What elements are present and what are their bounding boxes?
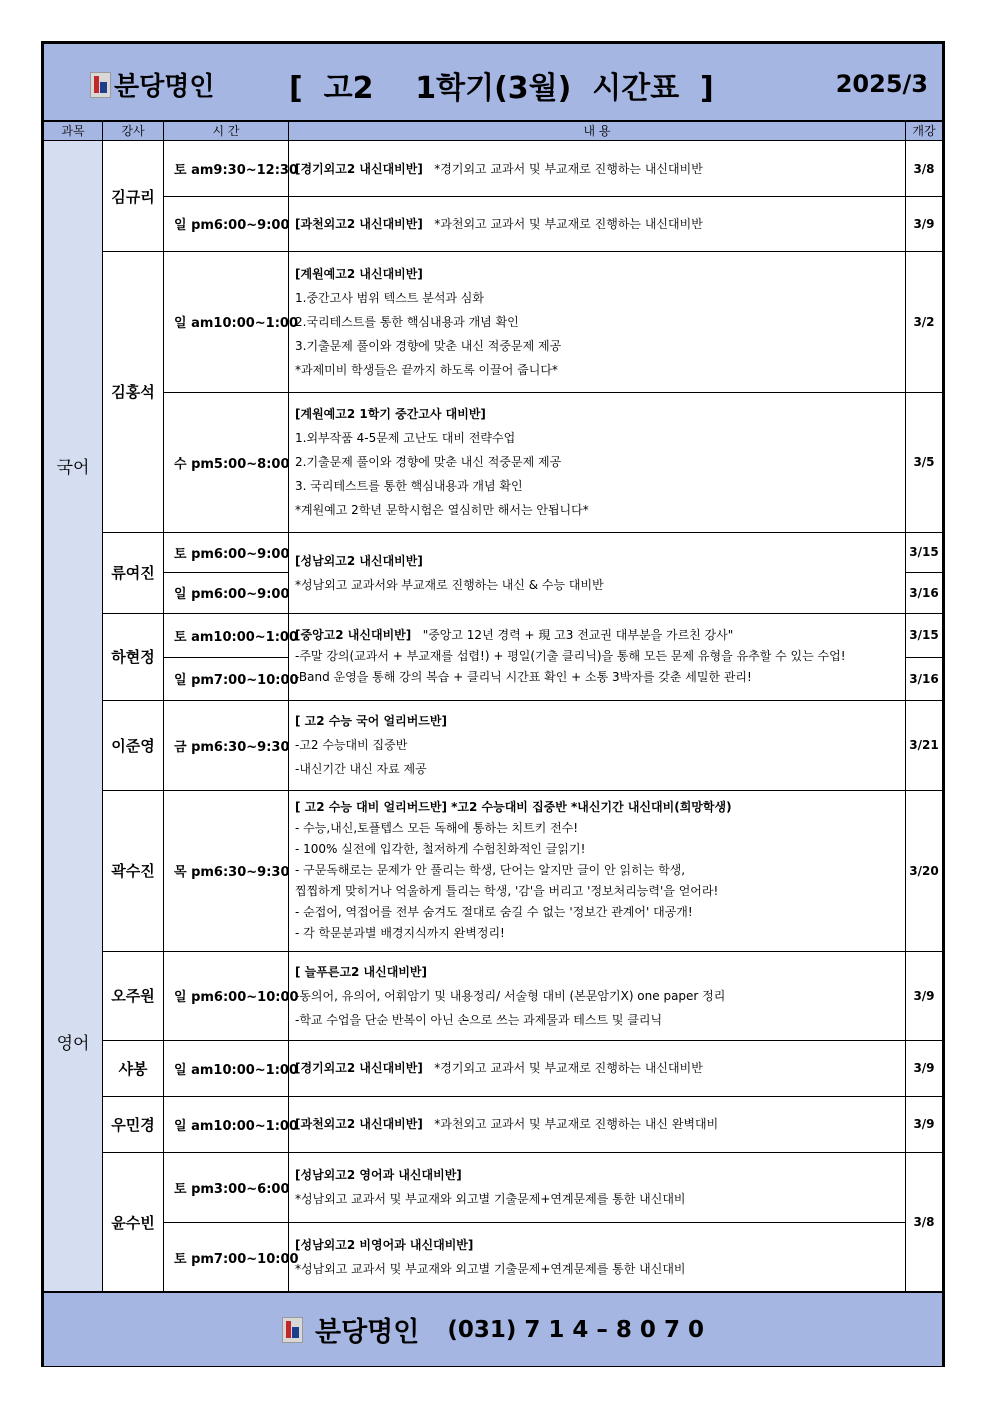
class-title: [계원예고2 내신대비반] <box>295 266 423 281</box>
class-description: - 각 학문분과별 배경지식까지 완벽정리! <box>295 926 505 940</box>
class-description: - 수능,내신,토플텝스 모든 독해에 통하는 치트키 전수! <box>295 821 579 835</box>
start-date: 3/8 <box>913 161 935 176</box>
brand-logo-icon <box>90 72 111 98</box>
footer-phone: (031) 7 1 4 – 8 0 7 0 <box>447 1316 704 1343</box>
timetable-sheet <box>41 41 945 1367</box>
start-date: 3/21 <box>909 738 939 752</box>
class-title: [계원예고2 1학기 중간고사 대비반] <box>295 407 486 421</box>
start-date: 3/16 <box>909 585 939 600</box>
class-content <box>289 532 906 613</box>
class-description: *경기외고 교과서 및 부교재로 진행하는 내신대비반 <box>434 1061 703 1075</box>
class-description: 1.중간고사 범위 텍스트 분석과 심화 <box>295 290 484 305</box>
class-title: [중앙고2 내신대비반] <box>295 628 412 642</box>
teacher-name: 하현정 <box>103 613 164 700</box>
start-date: 3/2 <box>913 314 935 329</box>
teacher-name: 김홍석 <box>103 251 164 532</box>
start-date: 3/15 <box>909 545 939 559</box>
class-description: -내신기간 내신 자료 제공 <box>295 762 427 776</box>
header-bar <box>44 44 942 122</box>
teacher-name: 이준영 <box>103 700 164 790</box>
class-description: *경기외고 교과서 및 부교재로 진행하는 내신대비반 <box>434 161 703 176</box>
content-line <box>295 334 561 358</box>
start-date: 3/9 <box>913 216 935 231</box>
class-description: 2.국리테스트를 통한 핵심내용과 개념 확인 <box>295 314 519 329</box>
content-line <box>295 1187 686 1211</box>
content-line <box>295 733 447 757</box>
content-line <box>295 839 732 860</box>
class-title: [성남외고2 비영어과 내신대비반] <box>295 1238 474 1252</box>
content-line <box>295 1112 718 1136</box>
content-line <box>295 1008 725 1032</box>
class-description: - 순접어, 역접어를 전부 숨겨도 절대로 숨길 수 없는 '정보간 관계어' 대공개! <box>295 905 693 919</box>
class-description: 2.기출문제 풀이와 경향에 맞춘 내신 적중문제 제공 <box>295 455 562 469</box>
col-time: 시 간 <box>164 122 289 140</box>
column-header-row <box>44 122 942 141</box>
class-content <box>289 141 906 196</box>
class-time: 수 pm5:00~8:00 <box>164 392 289 532</box>
class-description: *과천외고 교과서 및 부교재로 진행하는 내신 완벽대비 <box>434 1117 719 1131</box>
class-description: 3.기출문제 풀이와 경향에 맞춘 내신 적중문제 제공 <box>295 338 562 353</box>
brand <box>90 66 214 103</box>
class-time: 일 am10:00~1:00 <box>164 251 289 392</box>
class-content <box>289 392 906 532</box>
class-content <box>289 196 906 251</box>
content-line <box>295 757 447 781</box>
content-line <box>295 426 589 450</box>
brand-name: 분당명인 <box>114 72 215 102</box>
class-description: - 100% 실전에 입각한, 철저하게 수험친화적인 글읽기! <box>295 842 586 856</box>
content-line <box>295 262 561 286</box>
class-description: - 구문독해로는 문제가 안 풀리는 학생, 단어는 알지만 글이 안 읽히는 학생, <box>295 863 686 877</box>
teacher-name: 샤봉 <box>103 1040 164 1096</box>
content-line <box>295 212 703 236</box>
start-date: 3/20 <box>909 863 939 878</box>
class-title: [ 고2 수능 국어 얼리버드반] <box>295 714 447 728</box>
class-content <box>289 951 906 1040</box>
content-line <box>295 157 703 181</box>
content-line <box>295 286 561 310</box>
content-line <box>295 1257 686 1281</box>
class-title: [ 고2 수능 대비 얼리버드반] *고2 수능대비 집중반 *내신기간 내신대비(희망학생) <box>295 800 732 814</box>
class-description: *과제미비 학생들은 끝까지 하도록 이끌어 줍니다* <box>295 362 558 377</box>
content-line <box>295 358 561 382</box>
content-line <box>295 1233 686 1257</box>
start-date: 3/9 <box>913 1117 935 1131</box>
class-description: *성남외고 교과서와 부교재로 진행하는 내신 & 수능 대비반 <box>295 577 604 592</box>
content-line <box>295 797 732 818</box>
content-line <box>295 667 846 688</box>
class-time: 일 am10:00~1:00 <box>164 1096 289 1152</box>
content-line <box>295 818 732 839</box>
class-title: [과천외고2 내신대비반] <box>295 216 423 231</box>
class-time: 일 pm6:00~9:00 <box>164 572 289 613</box>
start-date: 3/9 <box>913 988 935 1003</box>
class-description: 1.외부작품 4-5문제 고난도 대비 전략수업 <box>295 431 516 445</box>
class-description: 3. 국리테스트를 통한 핵심내용과 개념 확인 <box>295 479 523 493</box>
class-title: [ 늘푸른고2 내신대비반] <box>295 964 428 979</box>
class-time: 일 pm6:00~9:00 <box>164 196 289 251</box>
class-content <box>289 1096 906 1152</box>
class-content <box>289 790 906 951</box>
content-line <box>295 310 561 334</box>
class-time: 목 pm6:30~9:30 <box>164 790 289 951</box>
content-line <box>295 474 589 498</box>
col-teacher: 강사 <box>103 122 164 140</box>
footer-bar <box>44 1291 942 1366</box>
col-subject: 과목 <box>44 122 103 140</box>
teacher-name: 류여진 <box>103 532 164 613</box>
content-line <box>295 860 732 881</box>
class-time: 일 am10:00~1:00 <box>164 1040 289 1096</box>
page-title: [ 고2 1학기(3월) 시간표 ] <box>289 71 714 106</box>
class-content <box>289 700 906 790</box>
start-date: 3/15 <box>909 628 939 642</box>
content-line <box>295 1056 703 1080</box>
content-line <box>295 1163 686 1187</box>
col-content: 내 용 <box>289 122 906 140</box>
class-content <box>289 1222 906 1292</box>
class-time: 일 pm7:00~10:00 <box>164 657 289 700</box>
content-line <box>295 549 604 573</box>
col-open: 개강 <box>912 124 936 138</box>
class-title: [성남외고2 영어과 내신대비반] <box>295 1168 462 1182</box>
teacher-name: 김규리 <box>103 141 164 251</box>
start-date: 3/9 <box>913 1061 935 1075</box>
start-date: 3/16 <box>909 671 939 686</box>
class-time: 토 am10:00~1:00 <box>164 613 289 657</box>
class-description: *계원예고 2학년 문학시험은 열심히만 해서는 안됩니다* <box>295 503 589 517</box>
class-description: *과천외고 교과서 및 부교재로 진행하는 내신대비반 <box>434 216 703 231</box>
footer-brand: 분당명인 <box>315 1317 420 1348</box>
class-content <box>289 613 906 700</box>
content-line <box>295 923 732 944</box>
class-description: *성남외고 교과서 및 부교재와 외고별 기출문제+연계문제를 통한 내신대비 <box>295 1192 686 1206</box>
class-title: [과천외고2 내신대비반] <box>295 1117 423 1131</box>
class-time: 금 pm6:30~9:30 <box>164 700 289 790</box>
class-description: -고2 수능대비 집중반 <box>295 738 408 752</box>
class-title: [경기외고2 내신대비반] <box>295 161 423 176</box>
content-line <box>295 402 589 426</box>
content-line <box>295 709 447 733</box>
class-title: [성남외고2 내신대비반] <box>295 553 423 568</box>
class-content <box>289 251 906 392</box>
class-description: "중앙고 12년 경력 + 現 고3 전교권 대부분을 가르친 강사" <box>422 628 734 642</box>
class-description: -Band 운영을 통해 강의 복습 + 클리닉 시간표 확인 + 소통 3박자를 갖춘 세밀한 관리! <box>295 670 752 684</box>
class-description: *성남외고 교과서 및 부교재와 외고별 기출문제+연계문제를 통한 내신대비 <box>295 1262 686 1276</box>
class-description: -학교 수업을 단순 반복이 아닌 손으로 쓰는 과제물과 테스트 및 클리닉 <box>295 1012 663 1027</box>
start-date: 3/5 <box>913 455 935 469</box>
content-line <box>295 902 732 923</box>
footer-logo-icon <box>282 1317 303 1343</box>
teacher-name: 우민경 <box>103 1096 164 1152</box>
class-content <box>289 1040 906 1096</box>
class-description: -동의어, 유의어, 어휘암기 및 내용정리/ 서술형 대비 (본문암기X) one paper 정리 <box>295 988 726 1003</box>
teacher-name: 곽수진 <box>103 790 164 951</box>
teacher-name: 윤수빈 <box>103 1152 164 1292</box>
class-time: 토 pm6:00~9:00 <box>164 532 289 572</box>
teacher-name: 오주원 <box>103 951 164 1040</box>
class-time: 토 pm3:00~6:00 <box>164 1152 289 1222</box>
class-description: 찝찝하게 맞히거나 억울하게 틀리는 학생, '감'을 버리고 '정보처리능력'을 얻어라! <box>295 884 719 898</box>
start-date: 3/8 <box>913 1215 935 1229</box>
content-line <box>295 881 732 902</box>
content-line <box>295 450 589 474</box>
class-time: 토 am9:30~12:30 <box>164 141 289 196</box>
class-time: 토 pm7:00~10:00 <box>164 1222 289 1292</box>
content-line <box>295 960 725 984</box>
content-line <box>295 625 846 646</box>
class-description: -주말 강의(교과서 + 부교재를 섭렵!) + 평일(기출 클리닉)을 통해 모든 문제 유형을 유추할 수 있는 수업! <box>295 649 846 663</box>
date-label: 2025/3 <box>835 70 928 98</box>
content-line <box>295 573 604 597</box>
class-content <box>289 1152 906 1222</box>
content-line <box>295 498 589 522</box>
content-line <box>295 984 725 1008</box>
subject-korean: 국어 <box>44 141 103 790</box>
class-time: 일 pm6:00~10:00 <box>164 951 289 1040</box>
content-line <box>295 646 846 667</box>
subject-english: 영어 <box>44 790 103 1292</box>
class-title: [경기외고2 내신대비반] <box>295 1061 423 1075</box>
